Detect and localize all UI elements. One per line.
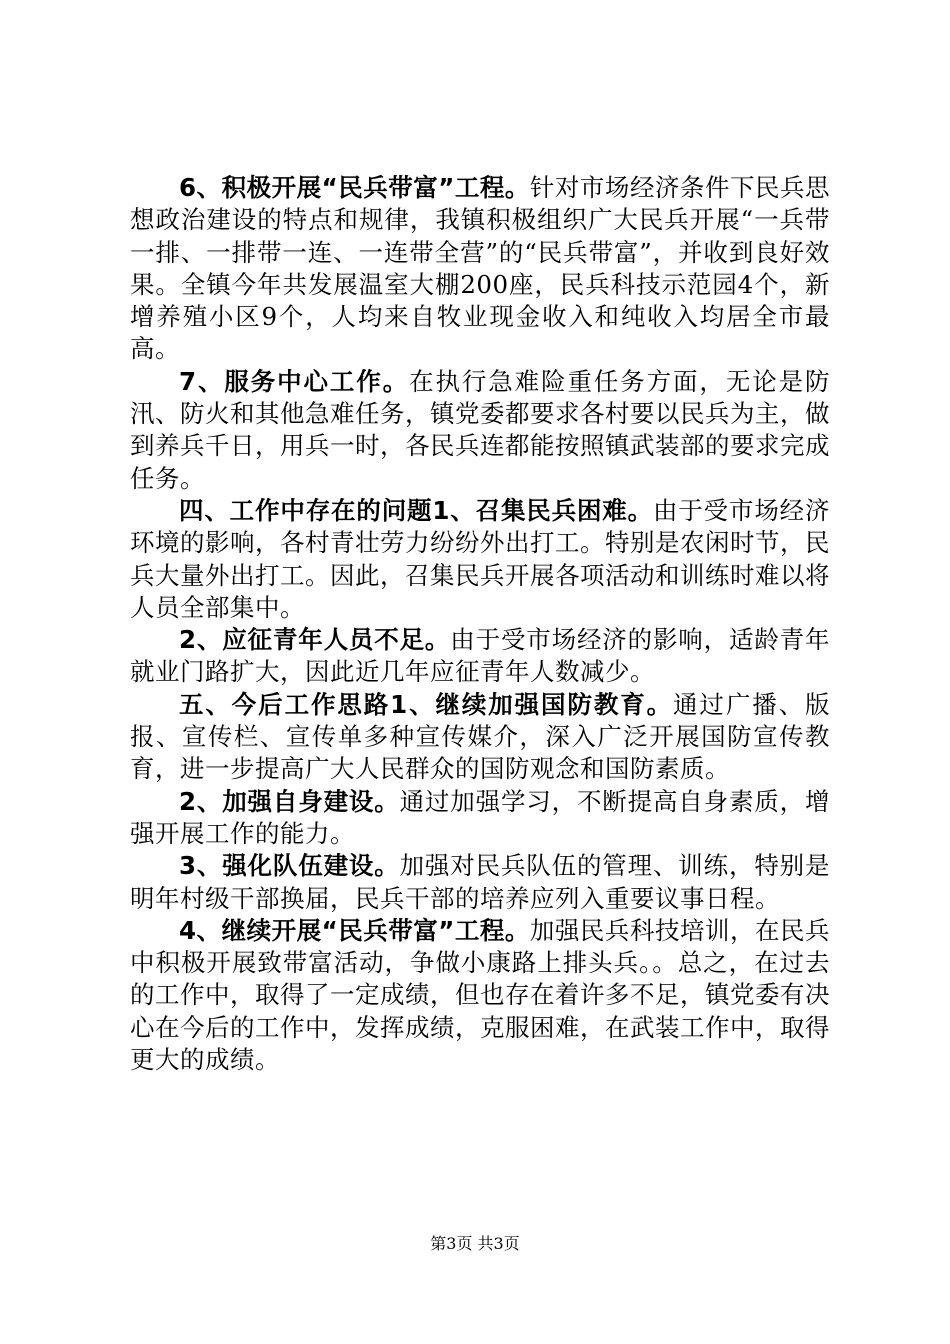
paragraph-text: 由于受市场经济的影响，适龄青年就业门路扩大，因此近几年应征青年人数减少。: [130, 625, 830, 687]
paragraph-8: [130, 915, 830, 1076]
page-number: 第3页 共3页: [430, 1234, 520, 1253]
paragraph-heading: 4、继续开展“民兵带富”工程。: [179, 915, 530, 945]
paragraph-3: [130, 495, 830, 624]
paragraph-heading: 7、服务中心工作。: [179, 366, 410, 396]
paragraph-2: [130, 366, 830, 495]
paragraph-text: 在执行急难险重任务方面，无论是防汛、防火和其他急难任务，镇党委都要求各村要以民兵为主，做到养兵千日，用兵一时，各民兵连都能按照镇武装部的要求完成任务。: [130, 366, 831, 493]
paragraph-text: 加强民兵科技培训，在民兵中积极开展致带富活动，争做小康路上排头兵。。总之，在过去的工作中，取得了一定成绩，但也存在着许多不足，镇党委有决心在今后的工作中，发挥成绩，克服困难，在武装工作中，取得更大的成绩。: [130, 915, 831, 1075]
paragraph-1: [130, 172, 830, 366]
paragraph-6: [130, 786, 830, 851]
paragraph-5: [130, 689, 830, 786]
document-body: [130, 172, 830, 1076]
paragraph-text: 通过广播、版报、宣传栏、宣传单多种宣传媒介，深入广泛开展国防宣传教育，进一步提高广大人民群众的国防观念和国防素质。: [130, 689, 831, 784]
paragraph-heading: 6、积极开展“民兵带富”工程。: [179, 173, 530, 202]
paragraph-heading: 五、今后工作思路1、继续加强国防教育。: [179, 689, 674, 719]
paragraph-7: [130, 850, 830, 915]
paragraph-heading: 2、应征青年人员不足。: [179, 625, 451, 655]
paragraph-heading: 2、加强自身建设。: [179, 786, 400, 816]
page-footer: [0, 1234, 950, 1254]
paragraph-text: 通过加强学习，不断提高自身素质，增强开展工作的能力。: [130, 786, 831, 848]
paragraph-heading: 3、强化队伍建设。: [179, 851, 400, 881]
paragraph-4: [130, 624, 830, 689]
paragraph-heading: 四、工作中存在的问题1、召集民兵困难。: [179, 495, 653, 525]
paragraph-text: 由于受市场经济环境的影响，各村青壮劳力纷纷外出打工。特别是农闲时节，民兵大量外出打工。因此，召集民兵开展各项活动和训练时难以将人员全部集中。: [130, 495, 831, 622]
paragraph-text: 针对市场经济条件下民兵思想政治建设的特点和规律，我镇积极组织广大民兵开展“一兵带一排、一排带一连、一连带全营”的“民兵带富”，并收到良好效果。全镇今年共发展温室大棚200座，民兵科技示范园4个，新增养殖小区9个，人均来自牧业现金收入和纯收入均居全市最高。: [130, 173, 831, 364]
paragraph-text: 加强对民兵队伍的管理、训练，特别是明年村级干部换届，民兵干部的培养应列入重要议事日程。: [130, 851, 831, 913]
